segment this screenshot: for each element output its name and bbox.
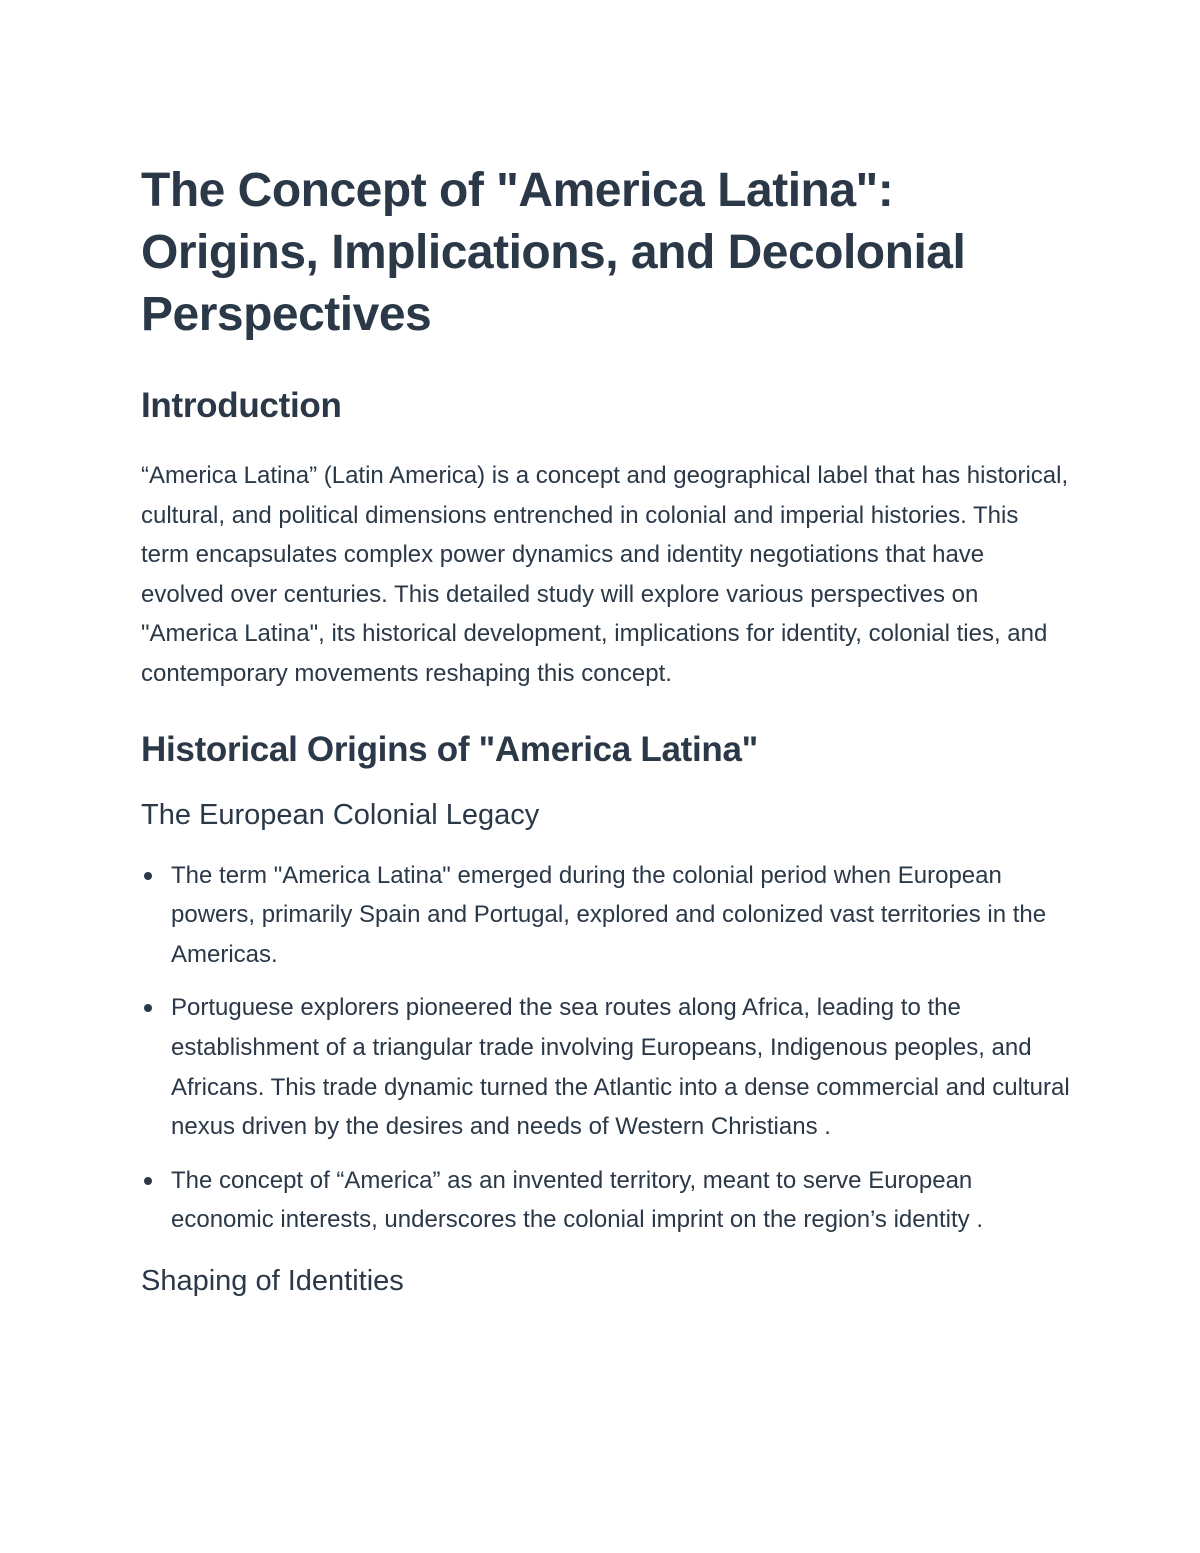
list-item-text: The concept of “America” as an invented territory, meant to serve European economic interests, underscores the colonial imprint on the region’s identity . — [171, 1166, 983, 1234]
shaping-identities-heading: Shaping of Identities — [141, 1264, 404, 1297]
list-item-text: Portuguese explorers pioneered the sea routes along Africa, leading to the establishment of a triangular trade involving Europeans, Indigenous peoples, and Africans. This trade dynamic turned the Atlantic into a dense commercial and cultural nexus driven by the desires and needs of Western Christians . — [171, 994, 1070, 1141]
document-page — [141, 160, 1071, 1300]
colonial-legacy-list — [141, 856, 1071, 1240]
list-item — [141, 988, 1071, 1146]
bullet-icon — [144, 1004, 152, 1012]
introduction-paragraph: “America Latina” (Latin America) is a concept and geographical label that has historical, cultural, and political dimensions entrenched in colonial and imperial histories. This term encapsulates complex power dynamics and identity negotiations that have evolved over centuries. This detailed study will explore various perspectives on "America Latina", its historical development, implications for identity, colonial ties, and contemporary movements reshaping this concept. — [141, 462, 1069, 687]
list-item — [141, 1161, 1071, 1240]
historical-origins-heading: Historical Origins of "America Latina" — [141, 729, 758, 769]
bullet-icon — [144, 1177, 152, 1185]
list-item-text: The term "America Latina" emerged during the colonial period when European powers, primarily Spain and Portugal, explored and colonized vast territories in the Americas. — [171, 861, 1047, 968]
document-title: The Concept of "America Latina": Origins, Implications, and Decolonial Perspectives — [141, 164, 966, 341]
list-item — [141, 856, 1071, 975]
introduction-heading: Introduction — [141, 386, 342, 425]
colonial-legacy-heading: The European Colonial Legacy — [141, 798, 540, 831]
bullet-icon — [144, 872, 152, 880]
